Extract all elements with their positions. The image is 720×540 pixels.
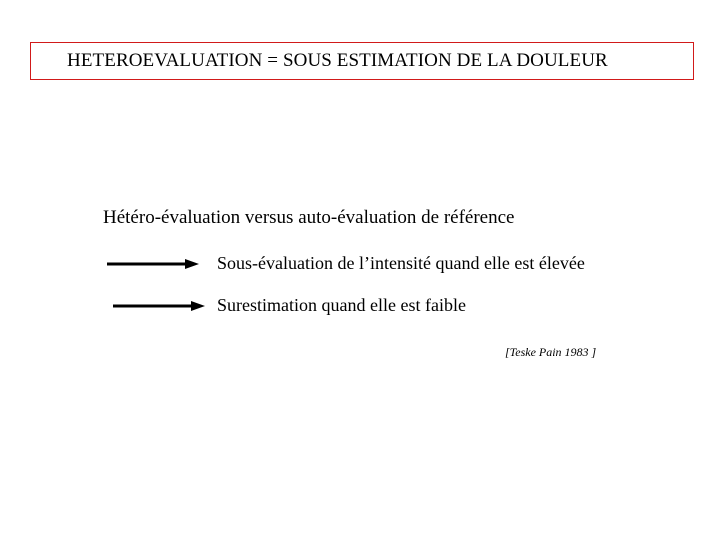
slide-subtitle: Hétéro-évaluation versus auto-évaluation de référence [103,207,515,228]
citation: [Teske Pain 1983 ] [505,345,597,359]
right-arrow-icon [113,296,205,316]
right-arrow-icon [107,254,199,274]
bullet-point-underestimation: Sous-évaluation de l’intensité quand elle est élevée [217,253,585,273]
bullet-point-overestimation: Surestimation quand elle est faible [217,295,466,315]
title-box [30,42,694,80]
slide-title: HETEROEVALUATION = SOUS ESTIMATION DE LA DOULEUR [67,50,608,71]
